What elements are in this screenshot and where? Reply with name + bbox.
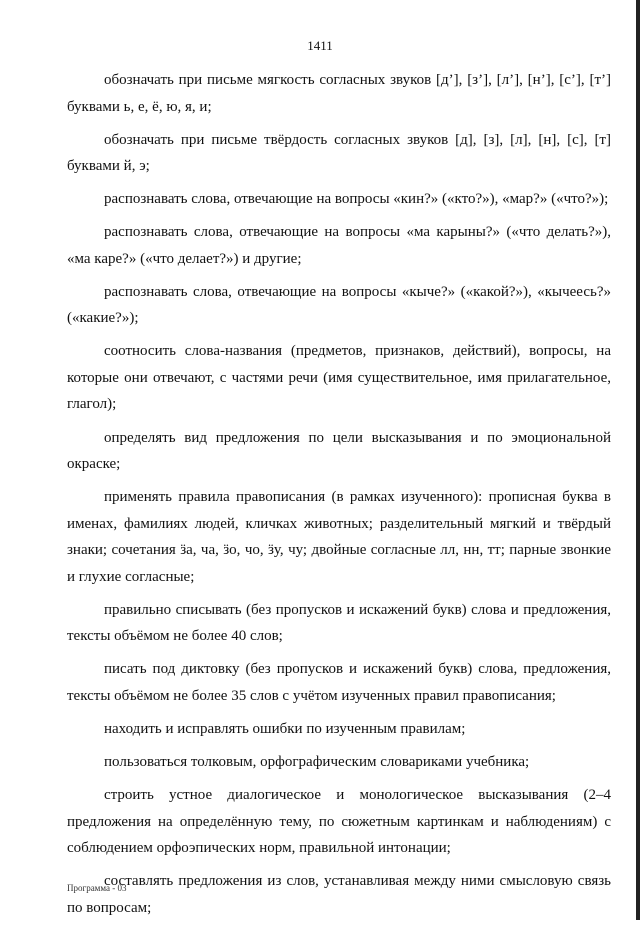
paragraph: правильно списывать (без пропусков и искажений букв) слова и предложения, тексты объёмом не более 40 слов; [67, 601, 611, 645]
paragraph: строить устное диалогическое и монологическое высказывания (2–4 предложения на определённую тему, по сюжетным картинкам и наблюдениям) с соблюдением орфоэпических норм, правильной интонации; [67, 787, 611, 857]
paragraph: распознавать слова, отвечающие на вопросы «кыче?» («какой?»), «кычеесь?» («какие?»); [67, 283, 611, 327]
paragraph: находить и исправлять ошибки по изученным правилам; [104, 720, 466, 737]
paragraph: распознавать слова, отвечающие на вопросы «кин?» («кто?»), «мар?» («что?»); [104, 191, 609, 208]
paragraph: обозначать при письме твёрдость согласных звуков [д], [з], [л], [н], [с], [т] буквами й, э; [67, 131, 611, 175]
paragraph: распознавать слова, отвечающие на вопросы «ма карыны?» («что делать?»), «ма каре?» («что делает?») и другие; [67, 224, 611, 267]
page-edge-border [636, 0, 640, 920]
document-body [67, 67, 611, 928]
paragraph: соотносить слова-названия (предметов, признаков, действий), вопросы, на которые они отвечают, с частями речи (имя существительное, имя прилагательное, глагол); [67, 343, 611, 413]
footer-label: Программа - 03 [67, 883, 127, 893]
page-number: 1411 [307, 38, 333, 53]
paragraph: применять правила правописания (в рамках изученного): прописная буква в именах, фамилиях людей, кличках животных; разделительный мягкий и твёрдый знаки; сочетания ӟа, ча, ӟо, чо, ӟу, чу; двойные согласные лл, нн, тт; парные звонкие и глухие согласные; [67, 489, 611, 585]
paragraph: составлять предложения из слов, устанавливая между ними смысловую связь по вопросам; [67, 873, 611, 916]
paragraph: обозначать при письме мягкость согласных звуков [д’], [з’], [л’], [н’], [с’], [т’] буквами ь, е, ё, ю, я, и; [67, 72, 611, 115]
paragraph: пользоваться толковым, орфографическим словариками учебника; [104, 754, 530, 771]
paragraph: определять вид предложения по цели высказывания и по эмоциональной окраске; [67, 429, 611, 473]
paragraph: писать под диктовку (без пропусков и искажений букв) слова, предложения, тексты объёмом не более 35 слов с учётом изученных правил правописания; [67, 661, 611, 704]
